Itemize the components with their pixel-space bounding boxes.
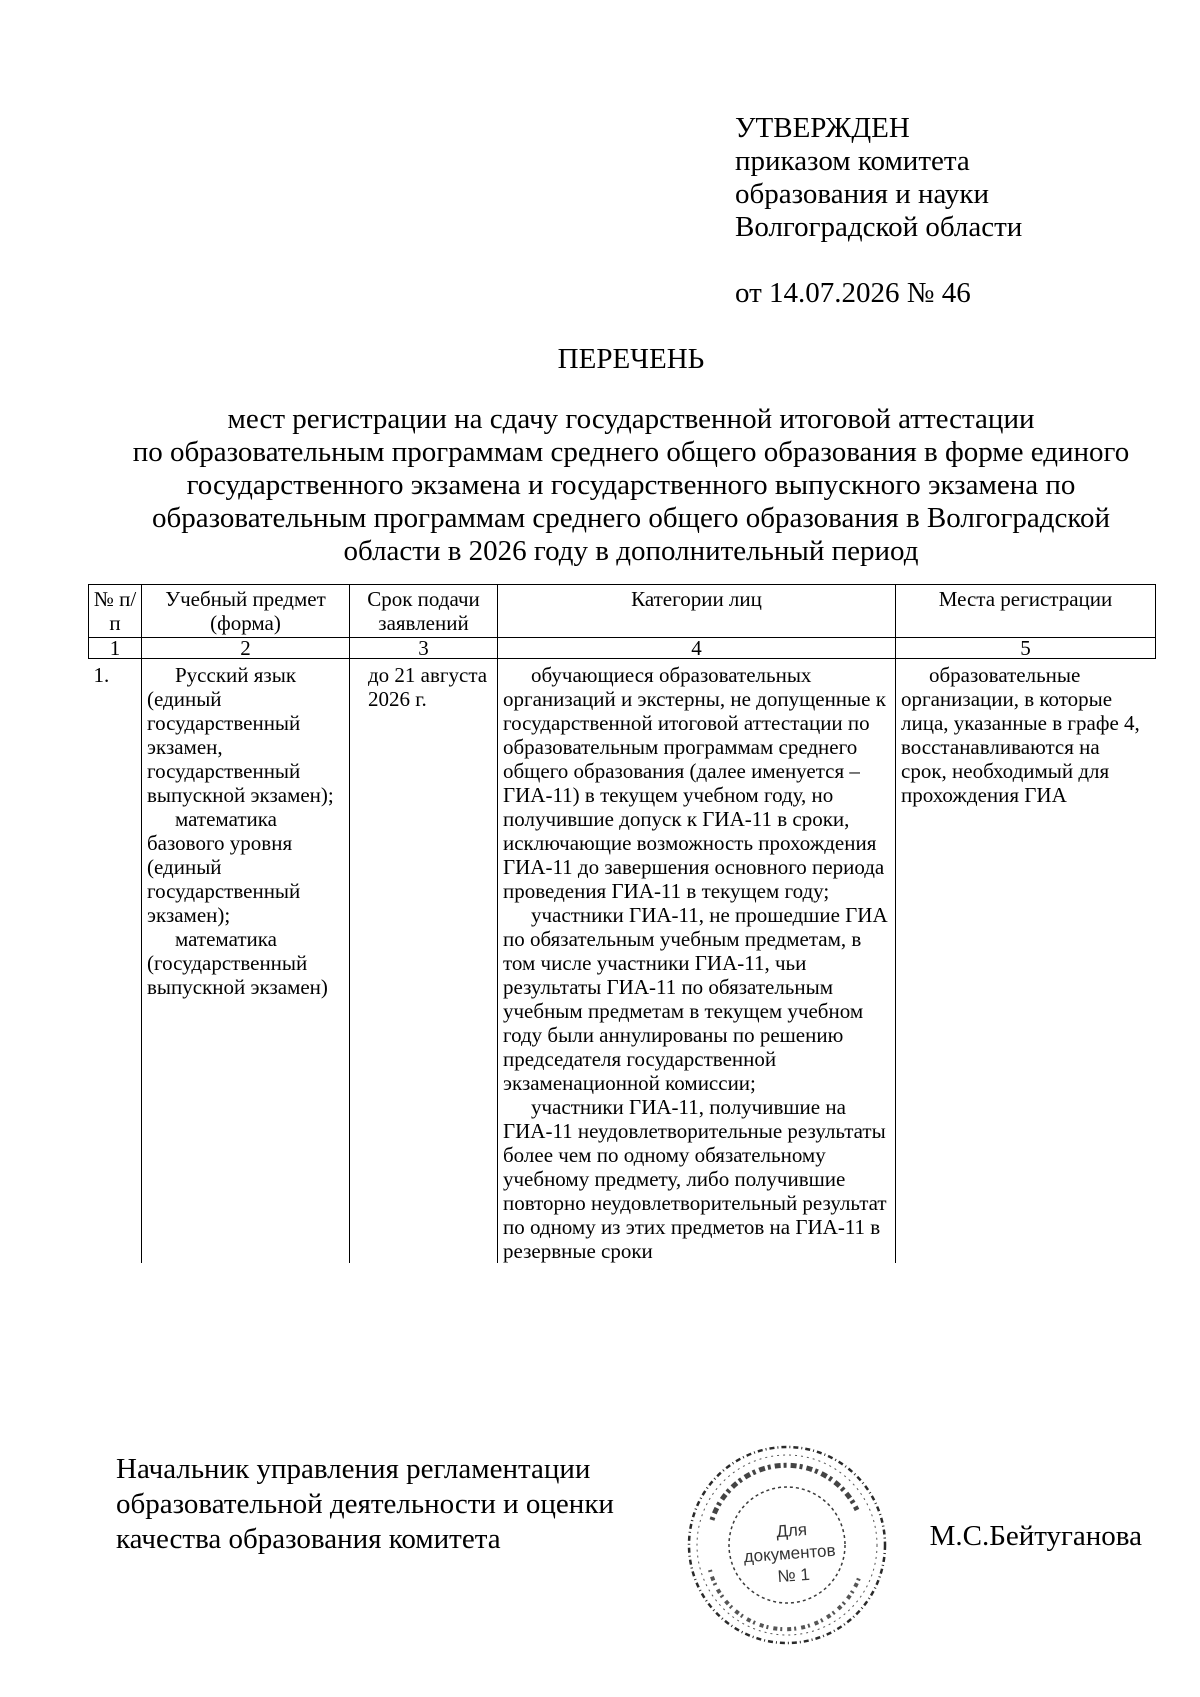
- column-number: 5: [896, 638, 1156, 659]
- column-number: 1: [89, 638, 142, 659]
- subtitle-line: мест регистрации на сдачу государственной итоговой аттестации: [227, 403, 1035, 435]
- signatory-line: качества образования комитета: [116, 1523, 501, 1555]
- approval-line: приказом комитета: [735, 145, 970, 177]
- subtitle-line: по образовательным программам среднего общего образования в форме единого: [132, 436, 1130, 468]
- signatory-line: образовательной деятельности и оценки: [116, 1488, 614, 1520]
- category-entry: участники ГИА-11, получившие на ГИА-11 неудовлетворительные результаты более чем по одному обязательному учебному предмету, либо получившие повторно неудовлетворительный результат по одному из этих предметов на ГИА-11 в резервные сроки: [503, 1095, 887, 1263]
- subject-entry: математика (государственный выпускной экзамен): [147, 927, 328, 999]
- document-title: ПЕРЕЧЕНЬ: [557, 343, 705, 375]
- approval-line: образования и науки: [735, 178, 990, 210]
- header-deadline: Срок подачи заявлений: [350, 585, 498, 638]
- header-subject: Учебный предмет (форма): [142, 585, 350, 638]
- document-subtitle: [100, 403, 1162, 568]
- category-entry: участники ГИА-11, не прошедшие ГИА по обязательным учебным предметам, в том числе участники ГИА-11, чьи результаты ГИА-11 по обязательным учебным предметам в текущем учебном году были аннулированы по решению председателя государственной экзаменационной комиссии;: [503, 903, 888, 1095]
- signatory-line: Начальник управления регламентации: [116, 1453, 591, 1485]
- subtitle-line: образовательным программам среднего общего образования в Волгоградской: [151, 502, 1111, 534]
- header-places: Места регистрации: [896, 585, 1156, 638]
- approval-block: [735, 112, 1022, 244]
- column-number: 2: [142, 638, 350, 659]
- header-number: № п/п: [89, 585, 142, 638]
- column-number: 3: [350, 638, 498, 659]
- subtitle-line: области в 2026 году в дополнительный период: [343, 535, 919, 567]
- row-number: 1.: [93, 663, 110, 687]
- header-categories: Категории лиц: [498, 585, 896, 638]
- subject-entry: математика базового уровня (единый государственный экзамен);: [147, 807, 301, 927]
- registration-table: [88, 584, 1156, 1263]
- subtitle-line: государственного экзамена и государственного выпускного экзамена по: [186, 469, 1076, 501]
- official-stamp: [682, 1440, 892, 1650]
- signatory-position: [116, 1452, 614, 1557]
- signer-name: М.С.Бейтуганова: [929, 1520, 1142, 1552]
- subject-entry: Русский язык (единый государственный экзамен, государственный выпускной экзамен);: [147, 663, 334, 807]
- places-cell: [896, 659, 1156, 1264]
- order-reference: от 14.07.2026 № 46: [735, 277, 971, 309]
- subjects-cell: [142, 659, 350, 1264]
- categories-cell: [498, 659, 896, 1264]
- stamp-line: № 1: [776, 1564, 811, 1587]
- table-row: [89, 659, 1156, 1264]
- stamp-line: Для: [775, 1519, 808, 1542]
- places-text: образовательные организации, в которые лица, указанные в графе 4, восстанавливаются на срок, необходимый для прохождения ГИА: [901, 663, 1140, 807]
- deadline-cell: до 21 августа 2026 г.: [350, 659, 498, 1264]
- approval-line: УТВЕРЖДЕН: [735, 112, 910, 144]
- table-header-row: [89, 585, 1156, 638]
- stamp-line: документов: [743, 1540, 837, 1567]
- column-number: 4: [498, 638, 896, 659]
- approval-line: Волгоградской области: [735, 211, 1023, 243]
- category-entry: обучающиеся образовательных организаций и экстерны, не допущенные к государственной итоговой аттестации по образовательным программам среднего общего образования (далее именуется – ГИА-11) в текущем учебном году, но получившие допуск к ГИА-11 в сроки, исключающие возможность прохождения ГИА-11 до завершения основного периода проведения ГИА-11 в текущем году;: [503, 663, 886, 903]
- column-number-row: [89, 638, 1156, 659]
